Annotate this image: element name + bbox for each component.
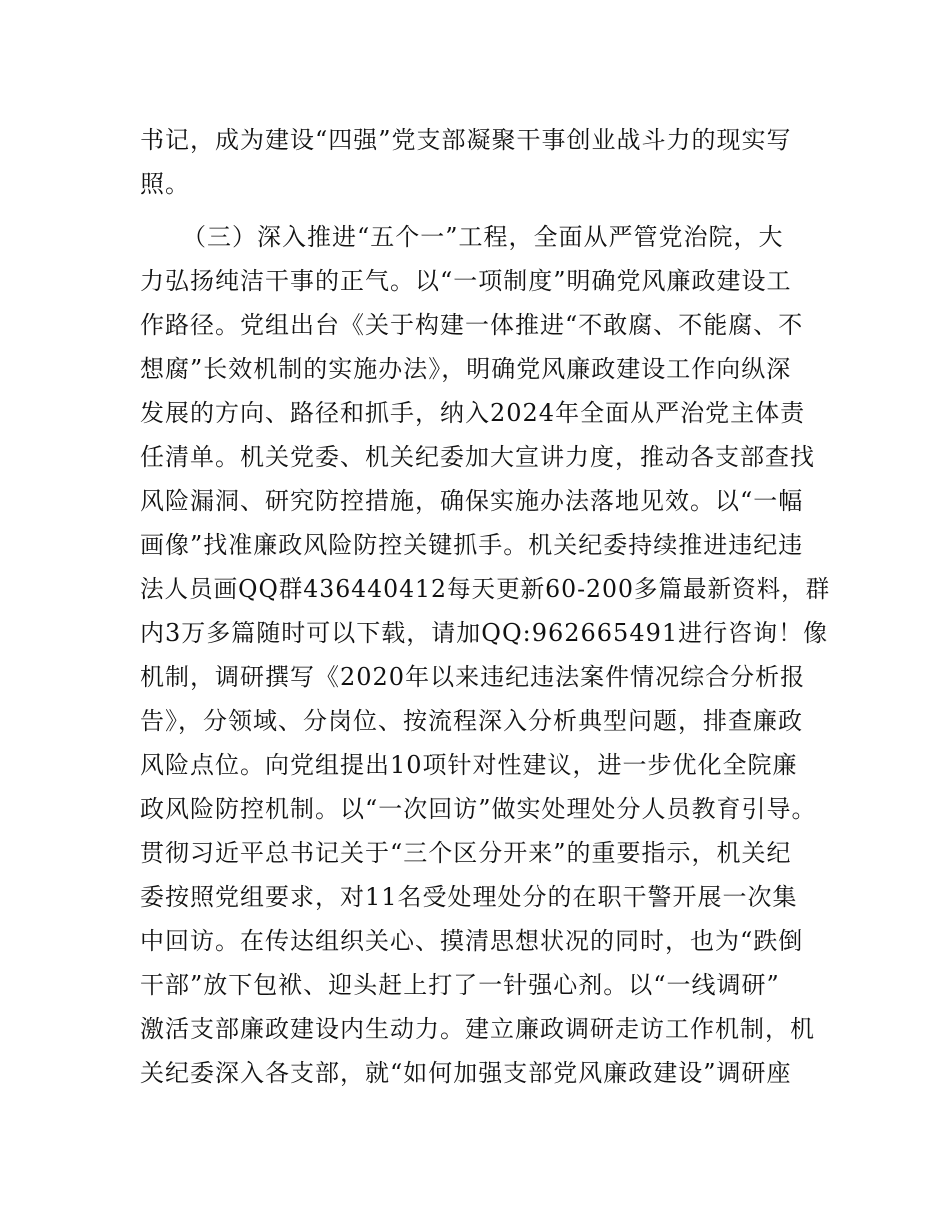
text-line: 作路径。党组出台《关于构建一体推进“不敢腐、不能腐、不: [140, 311, 804, 339]
text-line: 风险点位。向党组提出10项针对性建议，进一步优化全院廉: [140, 751, 798, 779]
text-line: 力弘扬纯洁干事的正气。以“一项制度”明确党风廉政建设工: [140, 267, 792, 295]
text-line: 发展的方向、路径和抓手，纳入2024年全面从严治党主体责: [140, 399, 806, 427]
text-line: 告》，分领域、分岗位、按流程深入分析典型问题，排查廉政: [140, 707, 803, 735]
text-line: 干部”放下包袱、迎头赶上打了一针强心剂。以“一线调研”: [140, 971, 780, 999]
text-line: 法人员画QQ群436440412每天更新60-200多篇最新资料，群: [140, 575, 831, 603]
text-line: 照。: [140, 170, 190, 198]
text-line: 想腐”长效机制的实施办法》，明确党风廉政建设工作向纵深: [140, 355, 792, 383]
text-line: 中回访。在传达组织关心、摸清思想状况的同时，也为“跌倒: [140, 927, 804, 955]
text-line: 机制，调研撰写《2020年以来违纪违法案件情况综合分析报: [140, 663, 806, 691]
text-line: 贯彻习近平总书记关于“三个区分开来”的重要指示，机关纪: [140, 839, 792, 867]
text-line: 内3万多篇随时可以下载，请加QQ:962665491进行咨询！像: [140, 619, 829, 647]
text-line: 任清单。机关党委、机关纪委加大宣讲力度，推动各支部查找: [140, 443, 815, 471]
text-line: 画像”找准廉政风险防控关键抓手。机关纪委持续推进违纪违: [140, 531, 804, 559]
text-line: 委按照党组要求，对11名受处理处分的在职干警开展一次集: [140, 883, 798, 911]
text-line: 政风险防控机制。以“一次回访”做实处理处分人员教育引导。: [140, 795, 817, 823]
text-line: 书记，成为建设“四强”党支部凝聚干事创业战斗力的现实写: [140, 126, 792, 154]
text-line: 关纪委深入各支部，就“如何加强支部党风廉政建设”调研座: [140, 1059, 792, 1087]
text-line: 风险漏洞、研究防控措施，确保实施办法落地见效。以“一幅: [140, 487, 804, 515]
text-line: （三）深入推进“五个一”工程，全面从严管党治院，大: [182, 223, 784, 251]
text-line: 激活支部廉政建设内生动力。建立廉政调研走访工作机制，机: [140, 1015, 815, 1043]
